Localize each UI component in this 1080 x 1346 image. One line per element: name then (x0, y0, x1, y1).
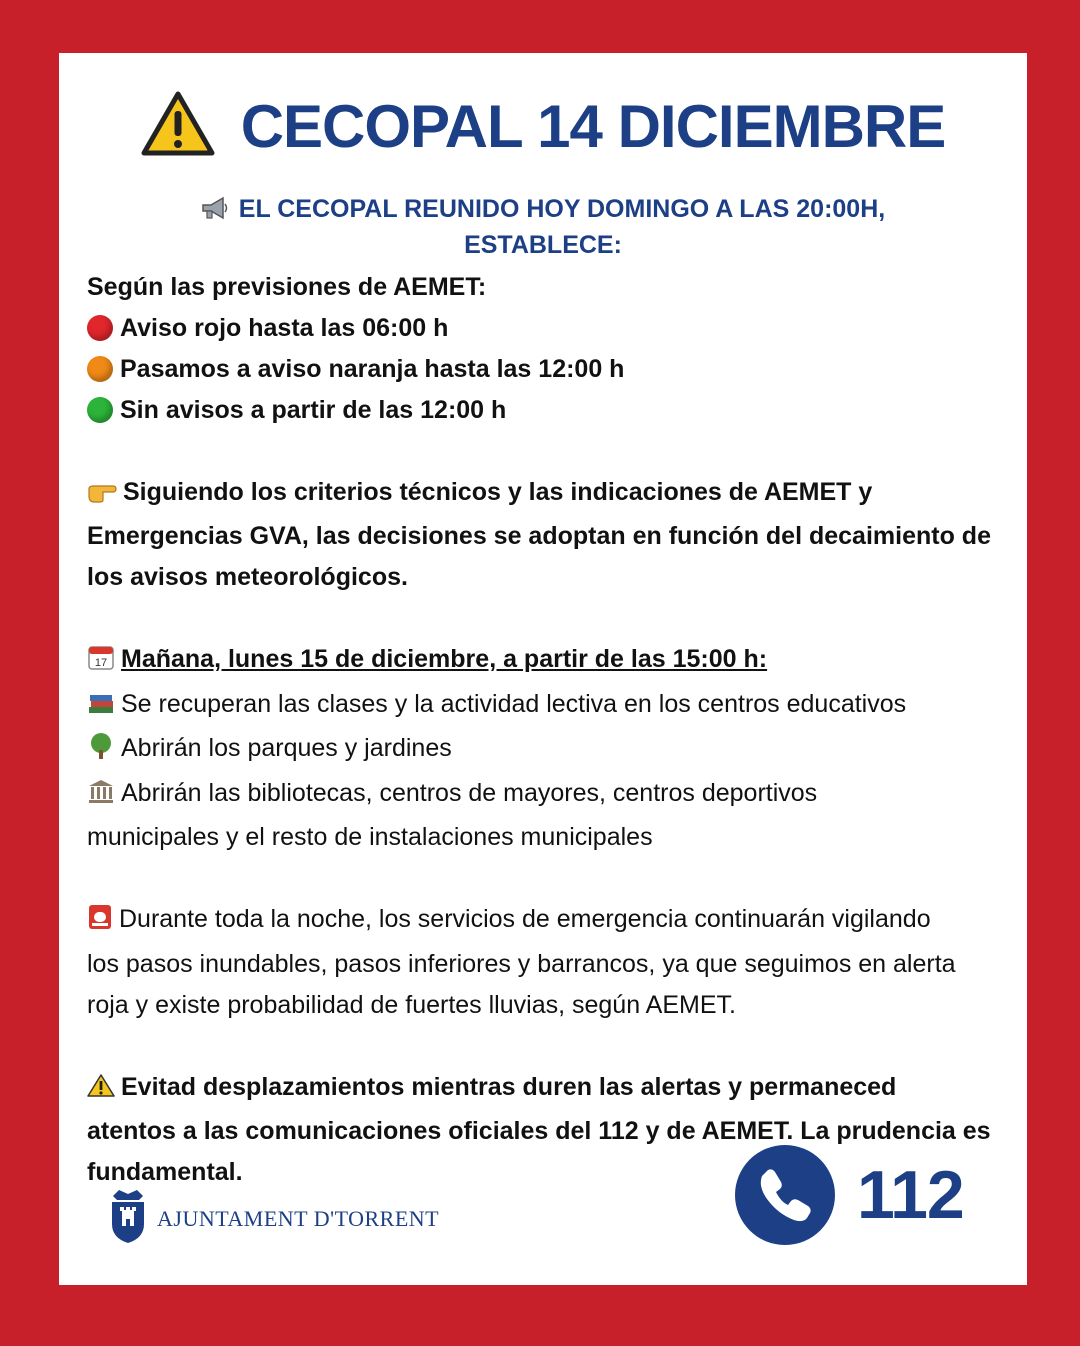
forecast-item-text: Aviso rojo hasta las 06:00 h (120, 314, 449, 342)
criteria-line-2: Emergencias GVA, las decisiones se adoptan en función del decaimiento de (87, 522, 991, 550)
classical-building-icon (87, 776, 115, 817)
tomorrow-item-parks (87, 728, 999, 773)
subtitle-line-1: EL CECOPAL REUNIDO HOY DOMINGO A LAS 20:00H, (238, 195, 886, 223)
books-icon (87, 687, 115, 728)
night-line-3: roja y existe probabilidad de fuertes lluvias, según AEMET. (87, 991, 736, 1019)
criteria-line-3: los avisos meteorológicos. (87, 563, 408, 591)
forecast-item-orange (87, 349, 999, 390)
red-circle-icon (87, 315, 113, 341)
megaphone-icon (201, 196, 229, 229)
warning-line-3: fundamental. (87, 1158, 243, 1186)
tomorrow-item-text: Abrirán los parques y jardines (121, 734, 452, 762)
tomorrow-heading: Mañana, lunes 15 de diciembre, a partir de las 15:00 h: (121, 645, 768, 673)
subtitle (99, 193, 987, 262)
notice-body (87, 267, 999, 1193)
warning-line-1: Evitad desplazamientos mientras duren las alertas y permaneced (121, 1073, 897, 1101)
warning-small-icon (87, 1070, 115, 1111)
criteria-line-1: Siguiendo los criterios técnicos y las indicaciones de AEMET y (123, 478, 873, 506)
coat-of-arms-icon (109, 1188, 147, 1249)
ajuntament-logo (109, 1188, 439, 1249)
phone-icon (735, 1145, 835, 1245)
page-title: CECOPAL 14 DICIEMBRE (240, 93, 946, 160)
green-circle-icon (87, 397, 113, 423)
night-line-1: Durante toda la noche, los servicios de emergencia continuarán vigilando (119, 905, 931, 933)
warning-line-2: atentos a las comunicaciones oficiales del 112 y de AEMET. La prudencia es (87, 1117, 991, 1145)
tomorrow-heading-row (87, 639, 999, 684)
orange-circle-icon (87, 356, 113, 382)
tomorrow-item-facilities (87, 773, 999, 817)
header (59, 91, 1027, 161)
emergency-phone (735, 1145, 964, 1245)
pointing-hand-icon (87, 475, 117, 516)
night-paragraph (87, 899, 999, 1026)
tomorrow-item-classes (87, 684, 999, 728)
tomorrow-item-text-cont: municipales y el resto de instalaciones municipales (87, 823, 653, 851)
warning-icon (141, 91, 215, 162)
forecast-item-text: Pasamos a aviso naranja hasta las 12:00 h (120, 355, 625, 383)
tomorrow-item-text: Se recuperan las clases y la actividad lectiva en los centros educativos (121, 690, 907, 718)
night-line-2: los pasos inundables, pasos inferiores y barrancos, ya que seguimos en alerta (87, 950, 956, 978)
phone-number: 112 (857, 1157, 964, 1233)
notice-card (59, 53, 1027, 1285)
criteria-paragraph (87, 472, 999, 598)
siren-icon (87, 903, 113, 944)
subtitle-line-2: ESTABLECE: (464, 231, 622, 259)
tree-icon (87, 732, 115, 773)
forecast-item-red (87, 308, 999, 349)
calendar-icon (87, 643, 115, 684)
forecast-item-green (87, 390, 999, 431)
forecast-heading: Según las previsiones de AEMET: (87, 273, 487, 301)
logo-text: AJUNTAMENT D'TORRENT (157, 1205, 440, 1231)
forecast-item-text: Sin avisos a partir de las 12:00 h (120, 396, 507, 424)
calendar-day-label: 17 (94, 657, 108, 669)
tomorrow-item-text: Abrirán las bibliotecas, centros de mayores, centros deportivos (121, 779, 818, 807)
